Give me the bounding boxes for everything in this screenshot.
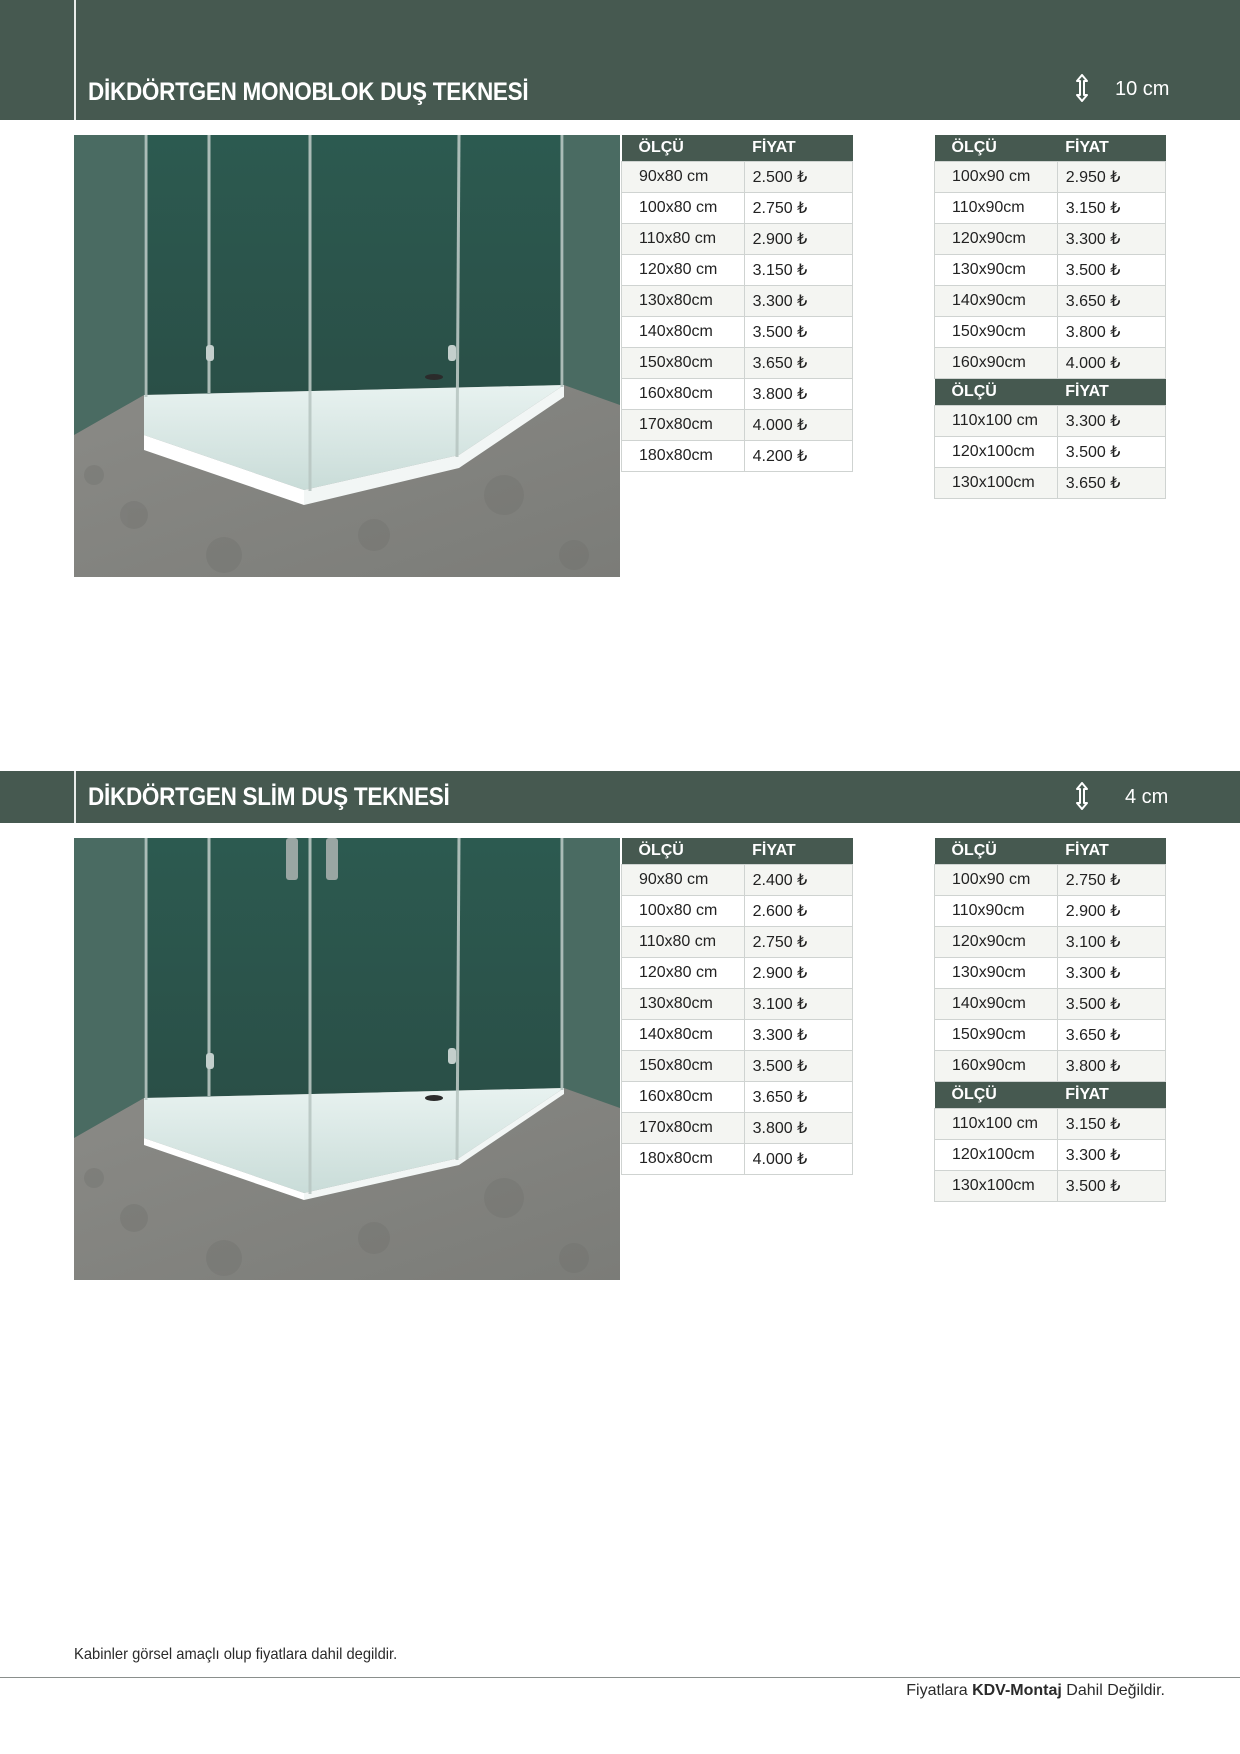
- product-image-monoblok: [74, 135, 620, 577]
- price-cell: 3.150 ₺: [1057, 1109, 1165, 1140]
- height-arrow-icon: [1073, 782, 1091, 810]
- table-row: [622, 1051, 853, 1082]
- table-row: [622, 865, 853, 896]
- subheader-row: [935, 379, 1166, 406]
- section-header-monoblok: [0, 0, 1240, 120]
- table-row: [622, 1113, 853, 1144]
- size-cell: 120x90cm: [935, 224, 1058, 255]
- price-footnote: [906, 1682, 1165, 1700]
- price-cell: 3.300 ₺: [744, 1020, 852, 1051]
- column-header-price: FİYAT: [744, 838, 852, 865]
- size-cell: 120x80 cm: [622, 958, 745, 989]
- size-cell: 150x90cm: [935, 317, 1058, 348]
- size-cell: 100x90 cm: [935, 162, 1058, 193]
- product-image-slim: [74, 838, 620, 1280]
- price-table-slim-80: [621, 838, 853, 1175]
- price-cell: 3.500 ₺: [744, 317, 852, 348]
- size-cell: 180x80cm: [622, 441, 745, 472]
- size-cell: 110x80 cm: [622, 224, 745, 255]
- price-cell: 3.100 ₺: [744, 989, 852, 1020]
- size-cell: 120x90cm: [935, 927, 1058, 958]
- table-row: [622, 224, 853, 255]
- price-cell: 3.500 ₺: [1057, 437, 1165, 468]
- table-row: [622, 255, 853, 286]
- table-row: [622, 348, 853, 379]
- size-cell: 160x80cm: [622, 379, 745, 410]
- table-row: [935, 286, 1166, 317]
- table-row: [935, 437, 1166, 468]
- table-row: [622, 927, 853, 958]
- price-cell: 3.150 ₺: [744, 255, 852, 286]
- size-cell: 110x100 cm: [935, 1109, 1058, 1140]
- price-cell: 3.800 ₺: [1057, 1051, 1165, 1082]
- table-row: [622, 410, 853, 441]
- table-row: [622, 317, 853, 348]
- price-cell: 2.500 ₺: [744, 162, 852, 193]
- column-header-price: FİYAT: [1057, 838, 1165, 865]
- table-row: [935, 1020, 1166, 1051]
- table-row: [622, 286, 853, 317]
- size-cell: 140x80cm: [622, 317, 745, 348]
- price-table-monoblok-80: [621, 135, 853, 472]
- size-cell: 140x90cm: [935, 989, 1058, 1020]
- size-cell: 130x100cm: [935, 1171, 1058, 1202]
- table-row: [935, 1051, 1166, 1082]
- column-header-price: FİYAT: [1057, 135, 1165, 162]
- column-header-size: ÖLÇÜ: [935, 135, 1058, 162]
- size-cell: 130x80cm: [622, 286, 745, 317]
- table-row: [935, 958, 1166, 989]
- price-cell: 3.150 ₺: [1057, 193, 1165, 224]
- price-cell: 3.300 ₺: [1057, 224, 1165, 255]
- column-header-size: ÖLÇÜ: [935, 1082, 1058, 1109]
- price-cell: 3.300 ₺: [1057, 406, 1165, 437]
- size-cell: 160x90cm: [935, 1051, 1058, 1082]
- size-cell: 90x80 cm: [622, 865, 745, 896]
- table-row: [935, 865, 1166, 896]
- footnote-bold: KDV-Montaj: [972, 1682, 1062, 1699]
- size-cell: 100x90 cm: [935, 865, 1058, 896]
- size-cell: 90x80 cm: [622, 162, 745, 193]
- table-row: [935, 348, 1166, 379]
- size-cell: 170x80cm: [622, 1113, 745, 1144]
- price-cell: 2.600 ₺: [744, 896, 852, 927]
- size-cell: 140x90cm: [935, 286, 1058, 317]
- price-cell: 4.200 ₺: [744, 441, 852, 472]
- price-cell: 2.750 ₺: [744, 927, 852, 958]
- header-divider-line: [74, 771, 76, 823]
- table-row: [935, 224, 1166, 255]
- footnote-suffix: Dahil Değildir.: [1061, 1682, 1165, 1699]
- tray-height-label: 4 cm: [1125, 786, 1169, 808]
- column-header-price: FİYAT: [1057, 1082, 1165, 1109]
- price-cell: 2.900 ₺: [744, 224, 852, 255]
- column-header-price: FİYAT: [1057, 379, 1165, 406]
- footnote-prefix: Fiyatlara: [906, 1682, 973, 1699]
- size-cell: 130x90cm: [935, 958, 1058, 989]
- table-row: [622, 989, 853, 1020]
- size-cell: 110x90cm: [935, 193, 1058, 224]
- price-cell: 3.500 ₺: [744, 1051, 852, 1082]
- size-cell: 120x100cm: [935, 1140, 1058, 1171]
- price-cell: 3.300 ₺: [1057, 958, 1165, 989]
- price-cell: 3.800 ₺: [1057, 317, 1165, 348]
- table-row: [622, 379, 853, 410]
- size-cell: 130x80cm: [622, 989, 745, 1020]
- price-cell: 2.400 ₺: [744, 865, 852, 896]
- table-row: [935, 927, 1166, 958]
- column-header-price: FİYAT: [744, 135, 852, 162]
- table-row: [935, 317, 1166, 348]
- price-cell: 3.300 ₺: [1057, 1140, 1165, 1171]
- price-cell: 2.750 ₺: [1057, 865, 1165, 896]
- footer-divider: [0, 1677, 1240, 1678]
- price-cell: 4.000 ₺: [1057, 348, 1165, 379]
- size-cell: 100x80 cm: [622, 896, 745, 927]
- price-cell: 3.800 ₺: [744, 379, 852, 410]
- table-row: [935, 1140, 1166, 1171]
- table-row: [622, 162, 853, 193]
- price-cell: 2.950 ₺: [1057, 162, 1165, 193]
- price-cell: 3.500 ₺: [1057, 1171, 1165, 1202]
- size-cell: 160x80cm: [622, 1082, 745, 1113]
- table-row: [622, 193, 853, 224]
- column-header-size: ÖLÇÜ: [622, 838, 745, 865]
- table-row: [935, 255, 1166, 286]
- price-cell: 3.650 ₺: [744, 1082, 852, 1113]
- table-row: [622, 896, 853, 927]
- table-row: [622, 441, 853, 472]
- price-cell: 3.100 ₺: [1057, 927, 1165, 958]
- table-row: [935, 1171, 1166, 1202]
- header-divider-line: [74, 0, 76, 120]
- table-row: [622, 1144, 853, 1175]
- section-title: DİKDÖRTGEN MONOBLOK DUŞ TEKNESİ: [88, 78, 529, 106]
- size-cell: 100x80 cm: [622, 193, 745, 224]
- price-table-monoblok-90-100: [934, 135, 1166, 499]
- table-row: [935, 1109, 1166, 1140]
- size-cell: 110x90cm: [935, 896, 1058, 927]
- size-cell: 160x90cm: [935, 348, 1058, 379]
- size-cell: 120x100cm: [935, 437, 1058, 468]
- price-cell: 3.500 ₺: [1057, 255, 1165, 286]
- height-arrow-icon: [1073, 74, 1091, 102]
- table-row: [935, 989, 1166, 1020]
- table-row: [935, 406, 1166, 437]
- column-header-size: ÖLÇÜ: [935, 379, 1058, 406]
- table-row: [622, 1020, 853, 1051]
- size-cell: 110x100 cm: [935, 406, 1058, 437]
- price-cell: 3.650 ₺: [744, 348, 852, 379]
- size-cell: 130x100cm: [935, 468, 1058, 499]
- price-cell: 2.900 ₺: [1057, 896, 1165, 927]
- price-cell: 3.650 ₺: [1057, 286, 1165, 317]
- size-cell: 120x80 cm: [622, 255, 745, 286]
- price-cell: 3.650 ₺: [1057, 468, 1165, 499]
- price-cell: 3.500 ₺: [1057, 989, 1165, 1020]
- section-title: DİKDÖRTGEN SLİM DUŞ TEKNESİ: [88, 783, 450, 811]
- price-table-slim-90-100: [934, 838, 1166, 1202]
- column-header-size: ÖLÇÜ: [622, 135, 745, 162]
- table-row: [935, 162, 1166, 193]
- table-row: [935, 193, 1166, 224]
- price-cell: 4.000 ₺: [744, 410, 852, 441]
- price-cell: 2.750 ₺: [744, 193, 852, 224]
- subheader-row: [935, 1082, 1166, 1109]
- size-cell: 150x80cm: [622, 348, 745, 379]
- size-cell: 150x80cm: [622, 1051, 745, 1082]
- column-header-size: ÖLÇÜ: [935, 838, 1058, 865]
- size-cell: 110x80 cm: [622, 927, 745, 958]
- table-row: [935, 896, 1166, 927]
- price-cell: 3.300 ₺: [744, 286, 852, 317]
- section-header-slim: [0, 771, 1240, 823]
- size-cell: 170x80cm: [622, 410, 745, 441]
- table-row: [622, 958, 853, 989]
- table-row: [622, 1082, 853, 1113]
- size-cell: 130x90cm: [935, 255, 1058, 286]
- table-row: [935, 468, 1166, 499]
- tray-height-label: 10 cm: [1115, 78, 1170, 100]
- price-cell: 4.000 ₺: [744, 1144, 852, 1175]
- size-cell: 180x80cm: [622, 1144, 745, 1175]
- size-cell: 150x90cm: [935, 1020, 1058, 1051]
- image-disclaimer: Kabinler görsel amaçlı olup fiyatlara dahil degildir.: [74, 1646, 398, 1663]
- size-cell: 140x80cm: [622, 1020, 745, 1051]
- price-cell: 2.900 ₺: [744, 958, 852, 989]
- price-cell: 3.650 ₺: [1057, 1020, 1165, 1051]
- price-cell: 3.800 ₺: [744, 1113, 852, 1144]
